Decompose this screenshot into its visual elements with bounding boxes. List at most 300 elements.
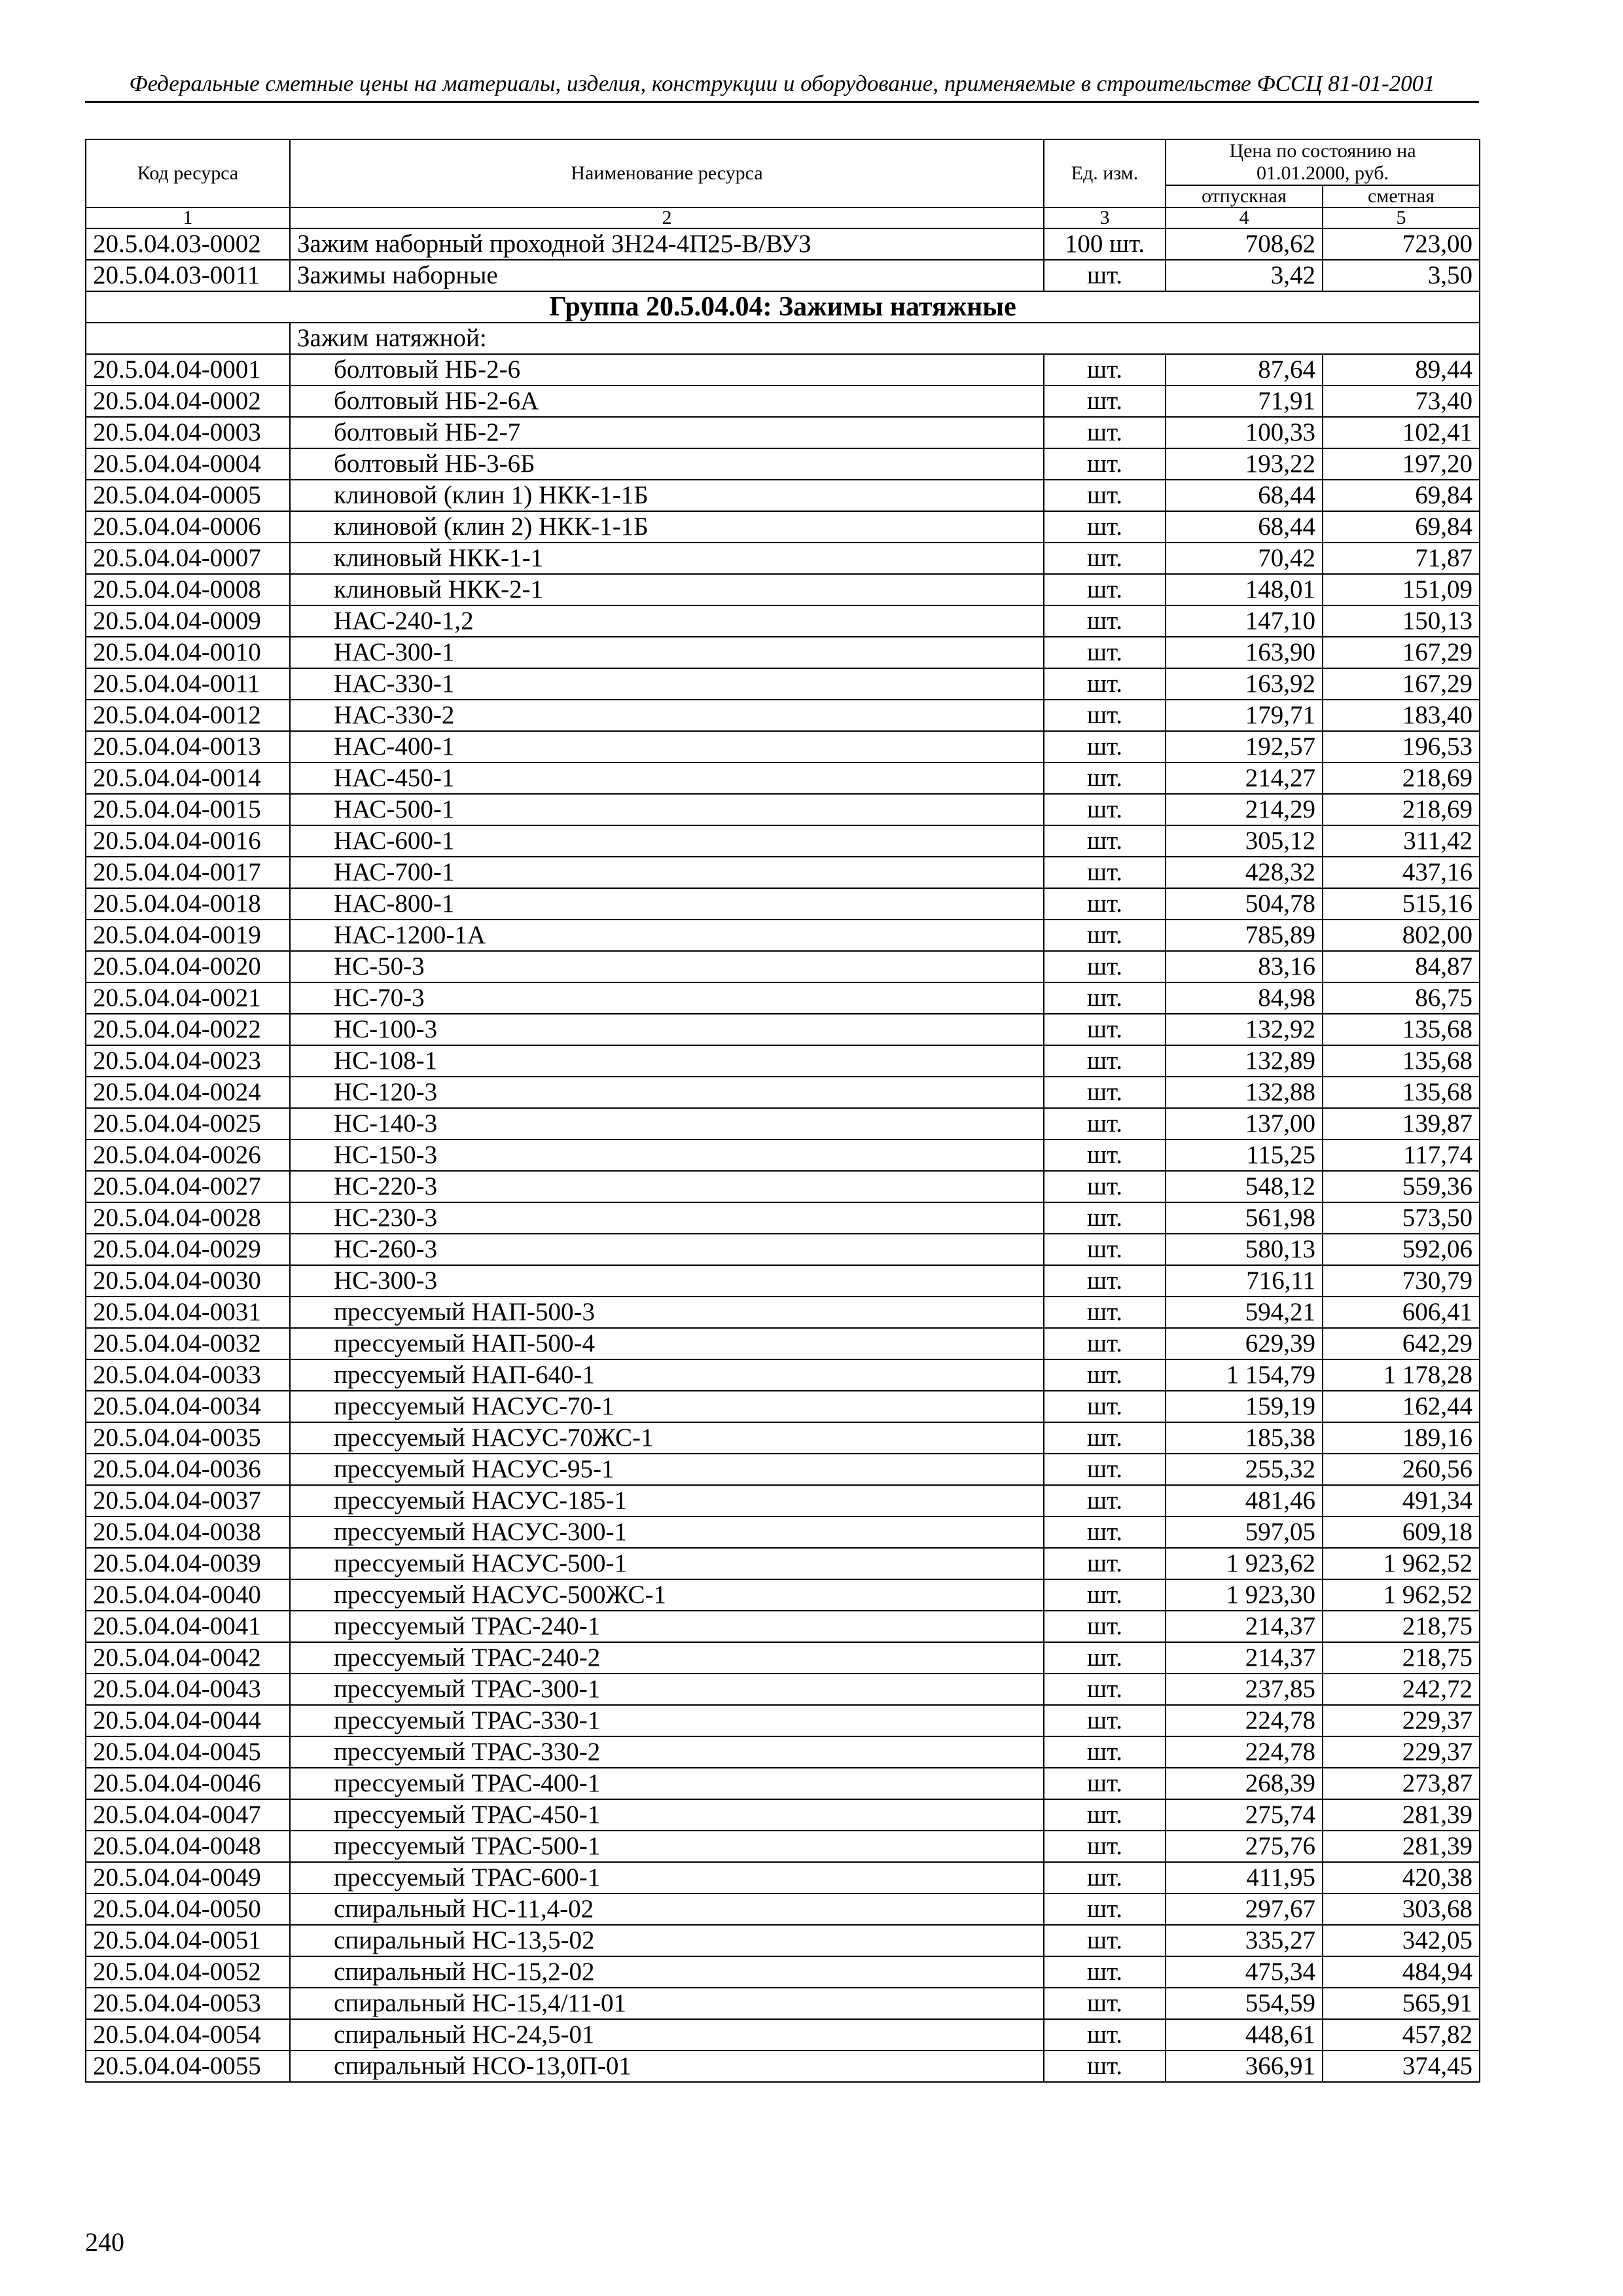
estimate-price: 162,44	[1323, 1391, 1480, 1422]
resource-unit: шт.	[1044, 1862, 1166, 1893]
resource-unit: шт.	[1044, 2051, 1166, 2082]
resource-unit: шт.	[1044, 1611, 1166, 1642]
resource-unit: шт.	[1044, 574, 1166, 605]
estimate-price: 1 962,52	[1323, 1579, 1480, 1611]
col-header-code: Код ресурса	[86, 139, 290, 207]
estimate-price: 281,39	[1323, 1799, 1480, 1831]
resource-name: НС-220-3	[290, 1171, 1044, 1202]
estimate-price: 151,09	[1323, 574, 1480, 605]
resource-code: 20.5.04.04-0034	[86, 1391, 290, 1422]
resource-name: НС-260-3	[290, 1234, 1044, 1265]
estimate-price: 802,00	[1323, 920, 1480, 951]
resource-name: Зажим наборный проходной ЗН24-4П25-В/ВУЗ	[290, 228, 1044, 260]
resource-name: прессуемый ТРАС-450-1	[290, 1799, 1044, 1831]
resource-code: 20.5.04.04-0037	[86, 1485, 290, 1516]
release-price: 115,25	[1166, 1139, 1323, 1171]
group-title: Группа 20.5.04.04: Зажимы натяжные	[86, 291, 1480, 323]
resource-name: прессуемый ТРАС-600-1	[290, 1862, 1044, 1893]
resource-unit: шт.	[1044, 1831, 1166, 1862]
release-price: 1 923,62	[1166, 1548, 1323, 1579]
resource-unit: шт.	[1044, 794, 1166, 825]
resource-name: НАС-1200-1А	[290, 920, 1044, 951]
estimate-price: 592,06	[1323, 1234, 1480, 1265]
resource-code: 20.5.04.04-0051	[86, 1925, 290, 1956]
table-row	[86, 731, 1480, 762]
release-price: 179,71	[1166, 700, 1323, 731]
table-row	[86, 1391, 1480, 1422]
table-row	[86, 1988, 1480, 2019]
release-price: 268,39	[1166, 1768, 1323, 1799]
resource-code: 20.5.04.04-0052	[86, 1956, 290, 1988]
resource-name: НАС-600-1	[290, 825, 1044, 857]
resource-code: 20.5.04.03-0011	[86, 260, 290, 291]
resource-unit: шт.	[1044, 1516, 1166, 1548]
resource-name: прессуемый НАСУС-70-1	[290, 1391, 1044, 1422]
estimate-price: 273,87	[1323, 1768, 1480, 1799]
table-row	[86, 480, 1480, 511]
release-price: 481,46	[1166, 1485, 1323, 1516]
resource-name: НС-150-3	[290, 1139, 1044, 1171]
resource-code: 20.5.04.04-0002	[86, 386, 290, 417]
resource-name: прессуемый ТРАС-240-2	[290, 1642, 1044, 1674]
resource-name: болтовый НБ-2-7	[290, 417, 1044, 448]
table-row	[86, 1705, 1480, 1736]
release-price: 163,90	[1166, 637, 1323, 668]
release-price: 1 154,79	[1166, 1359, 1323, 1391]
table-row	[86, 794, 1480, 825]
resource-name: прессуемый НАП-500-4	[290, 1328, 1044, 1359]
table-row	[86, 1768, 1480, 1799]
release-price: 1 923,30	[1166, 1579, 1323, 1611]
release-price: 100,33	[1166, 417, 1323, 448]
resource-code: 20.5.04.04-0019	[86, 920, 290, 951]
resource-name: НС-140-3	[290, 1108, 1044, 1139]
table-row	[86, 2019, 1480, 2051]
estimate-price: 218,69	[1323, 762, 1480, 794]
table-row	[86, 605, 1480, 637]
resource-name: НАС-330-1	[290, 668, 1044, 700]
resource-code: 20.5.04.04-0033	[86, 1359, 290, 1391]
resource-name: прессуемый НАСУС-185-1	[290, 1485, 1044, 1516]
estimate-price: 342,05	[1323, 1925, 1480, 1956]
resource-code: 20.5.04.04-0054	[86, 2019, 290, 2051]
release-price: 224,78	[1166, 1736, 1323, 1768]
resource-code: 20.5.04.04-0048	[86, 1831, 290, 1862]
release-price: 275,74	[1166, 1799, 1323, 1831]
release-price: 708,62	[1166, 228, 1323, 260]
table-row	[86, 1611, 1480, 1642]
table-row	[86, 1548, 1480, 1579]
release-price: 224,78	[1166, 1705, 1323, 1736]
estimate-price: 730,79	[1323, 1265, 1480, 1297]
table-row	[86, 888, 1480, 920]
resource-name: болтовый НБ-3-6Б	[290, 448, 1044, 480]
subheading-code-cell	[86, 323, 290, 354]
estimate-price: 117,74	[1323, 1139, 1480, 1171]
resource-code: 20.5.04.04-0045	[86, 1736, 290, 1768]
resource-code: 20.5.04.04-0001	[86, 354, 290, 386]
resource-code: 20.5.04.04-0036	[86, 1454, 290, 1485]
resource-name: прессуемый ТРАС-330-2	[290, 1736, 1044, 1768]
subheading-row	[86, 323, 1480, 354]
resource-name: НС-300-3	[290, 1265, 1044, 1297]
table-row	[86, 1579, 1480, 1611]
resource-unit: шт.	[1044, 1108, 1166, 1139]
resource-unit: шт.	[1044, 1359, 1166, 1391]
release-price: 275,76	[1166, 1831, 1323, 1862]
estimate-price: 197,20	[1323, 448, 1480, 480]
table-header-row	[86, 139, 1480, 185]
resource-unit: шт.	[1044, 762, 1166, 794]
resource-code: 20.5.04.04-0023	[86, 1045, 290, 1077]
table-row	[86, 1234, 1480, 1265]
estimate-price: 167,29	[1323, 637, 1480, 668]
resource-code: 20.5.04.04-0016	[86, 825, 290, 857]
resource-unit: шт.	[1044, 951, 1166, 982]
resource-unit: шт.	[1044, 1579, 1166, 1611]
resource-unit: шт.	[1044, 982, 1166, 1014]
resource-unit: шт.	[1044, 1674, 1166, 1705]
column-number: 3	[1044, 207, 1166, 228]
estimate-price: 89,44	[1323, 354, 1480, 386]
table-row	[86, 1139, 1480, 1171]
resource-unit: шт.	[1044, 1736, 1166, 1768]
resource-unit: шт.	[1044, 448, 1166, 480]
resource-unit: шт.	[1044, 1925, 1166, 1956]
resource-name: НС-50-3	[290, 951, 1044, 982]
page-number: 240	[85, 2227, 124, 2257]
resource-code: 20.5.04.04-0018	[86, 888, 290, 920]
resource-unit: шт.	[1044, 1548, 1166, 1579]
estimate-price: 303,68	[1323, 1893, 1480, 1925]
release-price: 71,91	[1166, 386, 1323, 417]
estimate-price: 73,40	[1323, 386, 1480, 417]
estimate-price: 150,13	[1323, 605, 1480, 637]
table-row	[86, 1674, 1480, 1705]
resource-name: прессуемый НАСУС-70ЖС-1	[290, 1422, 1044, 1454]
col-header-name: Наименование ресурса	[290, 139, 1044, 207]
price-table	[85, 139, 1480, 2083]
estimate-price: 374,45	[1323, 2051, 1480, 2082]
col-header-price: Цена по состоянию на 01.01.2000, руб.	[1166, 139, 1480, 185]
resource-code: 20.5.04.04-0053	[86, 1988, 290, 2019]
release-price: 70,42	[1166, 543, 1323, 574]
resource-code: 20.5.04.04-0046	[86, 1768, 290, 1799]
estimate-price: 1 178,28	[1323, 1359, 1480, 1391]
estimate-price: 3,50	[1323, 260, 1480, 291]
resource-name: НАС-240-1,2	[290, 605, 1044, 637]
resource-code: 20.5.04.04-0055	[86, 2051, 290, 2082]
resource-unit: шт.	[1044, 1202, 1166, 1234]
resource-unit: шт.	[1044, 260, 1166, 291]
release-price: 580,13	[1166, 1234, 1323, 1265]
table-row	[86, 1736, 1480, 1768]
table-row	[86, 1862, 1480, 1893]
release-price: 554,59	[1166, 1988, 1323, 2019]
release-price: 84,98	[1166, 982, 1323, 1014]
release-price: 68,44	[1166, 480, 1323, 511]
table-row	[86, 1297, 1480, 1328]
resource-name: НАС-700-1	[290, 857, 1044, 888]
resource-code: 20.5.04.04-0022	[86, 1014, 290, 1045]
subheading-text: Зажим натяжной:	[290, 323, 1480, 354]
release-price: 214,37	[1166, 1611, 1323, 1642]
estimate-price: 196,53	[1323, 731, 1480, 762]
table-row	[86, 543, 1480, 574]
table-row	[86, 1045, 1480, 1077]
resource-unit: шт.	[1044, 1485, 1166, 1516]
resource-name: клиновой (клин 1) НКК-1-1Б	[290, 480, 1044, 511]
estimate-price: 86,75	[1323, 982, 1480, 1014]
resource-unit: шт.	[1044, 386, 1166, 417]
resource-code: 20.5.04.04-0011	[86, 668, 290, 700]
running-header: Федеральные сметные цены на материалы, изделия, конструкции и оборудование, применяемые в строительстве ФССЦ 81-01-2001	[85, 71, 1479, 103]
resource-code: 20.5.04.04-0025	[86, 1108, 290, 1139]
estimate-price: 723,00	[1323, 228, 1480, 260]
resource-code: 20.5.04.04-0032	[86, 1328, 290, 1359]
resource-name: болтовый НБ-2-6	[290, 354, 1044, 386]
resource-name: спиральный НС-24,5-01	[290, 2019, 1044, 2051]
table-row	[86, 1454, 1480, 1485]
estimate-price: 218,69	[1323, 794, 1480, 825]
table-row	[86, 637, 1480, 668]
release-price: 163,92	[1166, 668, 1323, 700]
release-price: 148,01	[1166, 574, 1323, 605]
resource-code: 20.5.04.04-0044	[86, 1705, 290, 1736]
table-row	[86, 1956, 1480, 1988]
column-number: 5	[1323, 207, 1480, 228]
estimate-price: 573,50	[1323, 1202, 1480, 1234]
release-price: 475,34	[1166, 1956, 1323, 1988]
resource-name: спиральный НСО-13,0П-01	[290, 2051, 1044, 2082]
release-price: 785,89	[1166, 920, 1323, 951]
release-price: 83,16	[1166, 951, 1323, 982]
resource-code: 20.5.04.04-0050	[86, 1893, 290, 1925]
resource-unit: шт.	[1044, 637, 1166, 668]
table-row	[86, 668, 1480, 700]
resource-unit: шт.	[1044, 1265, 1166, 1297]
resource-name: НС-100-3	[290, 1014, 1044, 1045]
resource-name: НАС-300-1	[290, 637, 1044, 668]
release-price: 297,67	[1166, 1893, 1323, 1925]
release-price: 68,44	[1166, 511, 1323, 543]
table-row	[86, 1831, 1480, 1862]
resource-name: клиновый НКК-1-1	[290, 543, 1044, 574]
resource-unit: шт.	[1044, 480, 1166, 511]
resource-code: 20.5.04.04-0014	[86, 762, 290, 794]
estimate-price: 565,91	[1323, 1988, 1480, 2019]
col-header-estimate: сметная	[1323, 185, 1480, 207]
resource-code: 20.5.04.04-0003	[86, 417, 290, 448]
resource-unit: шт.	[1044, 1139, 1166, 1171]
resource-name: болтовый НБ-2-6А	[290, 386, 1044, 417]
resource-code: 20.5.04.04-0043	[86, 1674, 290, 1705]
resource-name: НС-70-3	[290, 982, 1044, 1014]
estimate-price: 229,37	[1323, 1705, 1480, 1736]
table-row	[86, 417, 1480, 448]
table-row	[86, 920, 1480, 951]
resource-name: НАС-450-1	[290, 762, 1044, 794]
release-price: 214,37	[1166, 1642, 1323, 1674]
resource-code: 20.5.04.04-0027	[86, 1171, 290, 1202]
release-price: 335,27	[1166, 1925, 1323, 1956]
resource-name: спиральный НС-15,2-02	[290, 1956, 1044, 1988]
resource-unit: шт.	[1044, 543, 1166, 574]
resource-name: прессуемый ТРАС-330-1	[290, 1705, 1044, 1736]
table-row	[86, 1014, 1480, 1045]
resource-unit: шт.	[1044, 1234, 1166, 1265]
resource-unit: шт.	[1044, 1328, 1166, 1359]
resource-unit: шт.	[1044, 1171, 1166, 1202]
resource-code: 20.5.04.04-0020	[86, 951, 290, 982]
estimate-price: 1 962,52	[1323, 1548, 1480, 1579]
release-price: 159,19	[1166, 1391, 1323, 1422]
release-price: 629,39	[1166, 1328, 1323, 1359]
estimate-price: 84,87	[1323, 951, 1480, 982]
resource-unit: шт.	[1044, 1705, 1166, 1736]
table-row	[86, 700, 1480, 731]
release-price: 594,21	[1166, 1297, 1323, 1328]
table-row	[86, 2051, 1480, 2082]
release-price: 214,27	[1166, 762, 1323, 794]
resource-code: 20.5.04.04-0017	[86, 857, 290, 888]
resource-name: НАС-400-1	[290, 731, 1044, 762]
resource-name: прессуемый НАП-500-3	[290, 1297, 1044, 1328]
resource-unit: шт.	[1044, 1768, 1166, 1799]
release-price: 132,89	[1166, 1045, 1323, 1077]
resource-unit: шт.	[1044, 1956, 1166, 1988]
table-row	[86, 354, 1480, 386]
resource-unit: шт.	[1044, 2019, 1166, 2051]
resource-name: спиральный НС-15,4/11-01	[290, 1988, 1044, 2019]
table-row	[86, 982, 1480, 1014]
resource-unit: шт.	[1044, 1988, 1166, 2019]
release-price: 147,10	[1166, 605, 1323, 637]
resource-unit: шт.	[1044, 1799, 1166, 1831]
estimate-price: 642,29	[1323, 1328, 1480, 1359]
resource-name: НАС-800-1	[290, 888, 1044, 920]
release-price: 255,32	[1166, 1454, 1323, 1485]
estimate-price: 420,38	[1323, 1862, 1480, 1893]
resource-code: 20.5.04.04-0009	[86, 605, 290, 637]
resource-unit: шт.	[1044, 920, 1166, 951]
group-row	[86, 291, 1480, 323]
resource-code: 20.5.04.04-0005	[86, 480, 290, 511]
estimate-price: 218,75	[1323, 1642, 1480, 1674]
estimate-price: 515,16	[1323, 888, 1480, 920]
resource-name: прессуемый НАСУС-300-1	[290, 1516, 1044, 1548]
release-price: 185,38	[1166, 1422, 1323, 1454]
resource-code: 20.5.04.04-0040	[86, 1579, 290, 1611]
table-row	[86, 511, 1480, 543]
resource-unit: шт.	[1044, 1391, 1166, 1422]
table-row	[86, 762, 1480, 794]
resource-code: 20.5.04.04-0008	[86, 574, 290, 605]
estimate-price: 135,68	[1323, 1014, 1480, 1045]
resource-name: прессуемый НАСУС-500ЖС-1	[290, 1579, 1044, 1611]
table-row	[86, 1202, 1480, 1234]
resource-name: НАС-330-2	[290, 700, 1044, 731]
resource-code: 20.5.04.04-0041	[86, 1611, 290, 1642]
table-row	[86, 260, 1480, 291]
release-price: 137,00	[1166, 1108, 1323, 1139]
resource-unit: шт.	[1044, 1642, 1166, 1674]
resource-code: 20.5.04.04-0015	[86, 794, 290, 825]
resource-code: 20.5.04.04-0028	[86, 1202, 290, 1234]
resource-name: НАС-500-1	[290, 794, 1044, 825]
release-price: 448,61	[1166, 2019, 1323, 2051]
release-price: 3,42	[1166, 260, 1323, 291]
estimate-price: 102,41	[1323, 417, 1480, 448]
table-row	[86, 1642, 1480, 1674]
resource-name: прессуемый НАСУС-95-1	[290, 1454, 1044, 1485]
resource-name: прессуемый ТРАС-300-1	[290, 1674, 1044, 1705]
table-row	[86, 825, 1480, 857]
release-price: 597,05	[1166, 1516, 1323, 1548]
estimate-price: 139,87	[1323, 1108, 1480, 1139]
estimate-price: 135,68	[1323, 1045, 1480, 1077]
resource-name: НС-108-1	[290, 1045, 1044, 1077]
resource-name: клиновый НКК-2-1	[290, 574, 1044, 605]
table-row	[86, 448, 1480, 480]
resource-code: 20.5.04.04-0047	[86, 1799, 290, 1831]
release-price: 132,88	[1166, 1077, 1323, 1108]
estimate-price: 229,37	[1323, 1736, 1480, 1768]
table-row	[86, 1799, 1480, 1831]
resource-name: спиральный НС-13,5-02	[290, 1925, 1044, 1956]
table-row	[86, 857, 1480, 888]
resource-name: спиральный НС-11,4-02	[290, 1893, 1044, 1925]
resource-unit: шт.	[1044, 417, 1166, 448]
release-price: 411,95	[1166, 1862, 1323, 1893]
column-number: 1	[86, 207, 290, 228]
resource-unit: шт.	[1044, 1893, 1166, 1925]
resource-unit: шт.	[1044, 1297, 1166, 1328]
estimate-price: 491,34	[1323, 1485, 1480, 1516]
resource-unit: шт.	[1044, 1077, 1166, 1108]
resource-unit: шт.	[1044, 668, 1166, 700]
table-row	[86, 1077, 1480, 1108]
table-row	[86, 1893, 1480, 1925]
resource-code: 20.5.04.04-0031	[86, 1297, 290, 1328]
resource-name: прессуемый ТРАС-240-1	[290, 1611, 1044, 1642]
release-price: 237,85	[1166, 1674, 1323, 1705]
table-row	[86, 1108, 1480, 1139]
table-row	[86, 1485, 1480, 1516]
release-price: 214,29	[1166, 794, 1323, 825]
resource-name: НС-230-3	[290, 1202, 1044, 1234]
estimate-price: 311,42	[1323, 825, 1480, 857]
table-row	[86, 1328, 1480, 1359]
estimate-price: 559,36	[1323, 1171, 1480, 1202]
resource-code: 20.5.04.04-0042	[86, 1642, 290, 1674]
resource-code: 20.5.04.03-0002	[86, 228, 290, 260]
resource-name: Зажимы наборные	[290, 260, 1044, 291]
resource-code: 20.5.04.04-0039	[86, 1548, 290, 1579]
estimate-price: 183,40	[1323, 700, 1480, 731]
release-price: 305,12	[1166, 825, 1323, 857]
estimate-price: 437,16	[1323, 857, 1480, 888]
resource-unit: шт.	[1044, 354, 1166, 386]
release-price: 87,64	[1166, 354, 1323, 386]
table-row	[86, 1422, 1480, 1454]
resource-unit: 100 шт.	[1044, 228, 1166, 260]
resource-name: НС-120-3	[290, 1077, 1044, 1108]
table-row	[86, 386, 1480, 417]
table-row	[86, 228, 1480, 260]
resource-unit: шт.	[1044, 1422, 1166, 1454]
resource-code: 20.5.04.04-0029	[86, 1234, 290, 1265]
